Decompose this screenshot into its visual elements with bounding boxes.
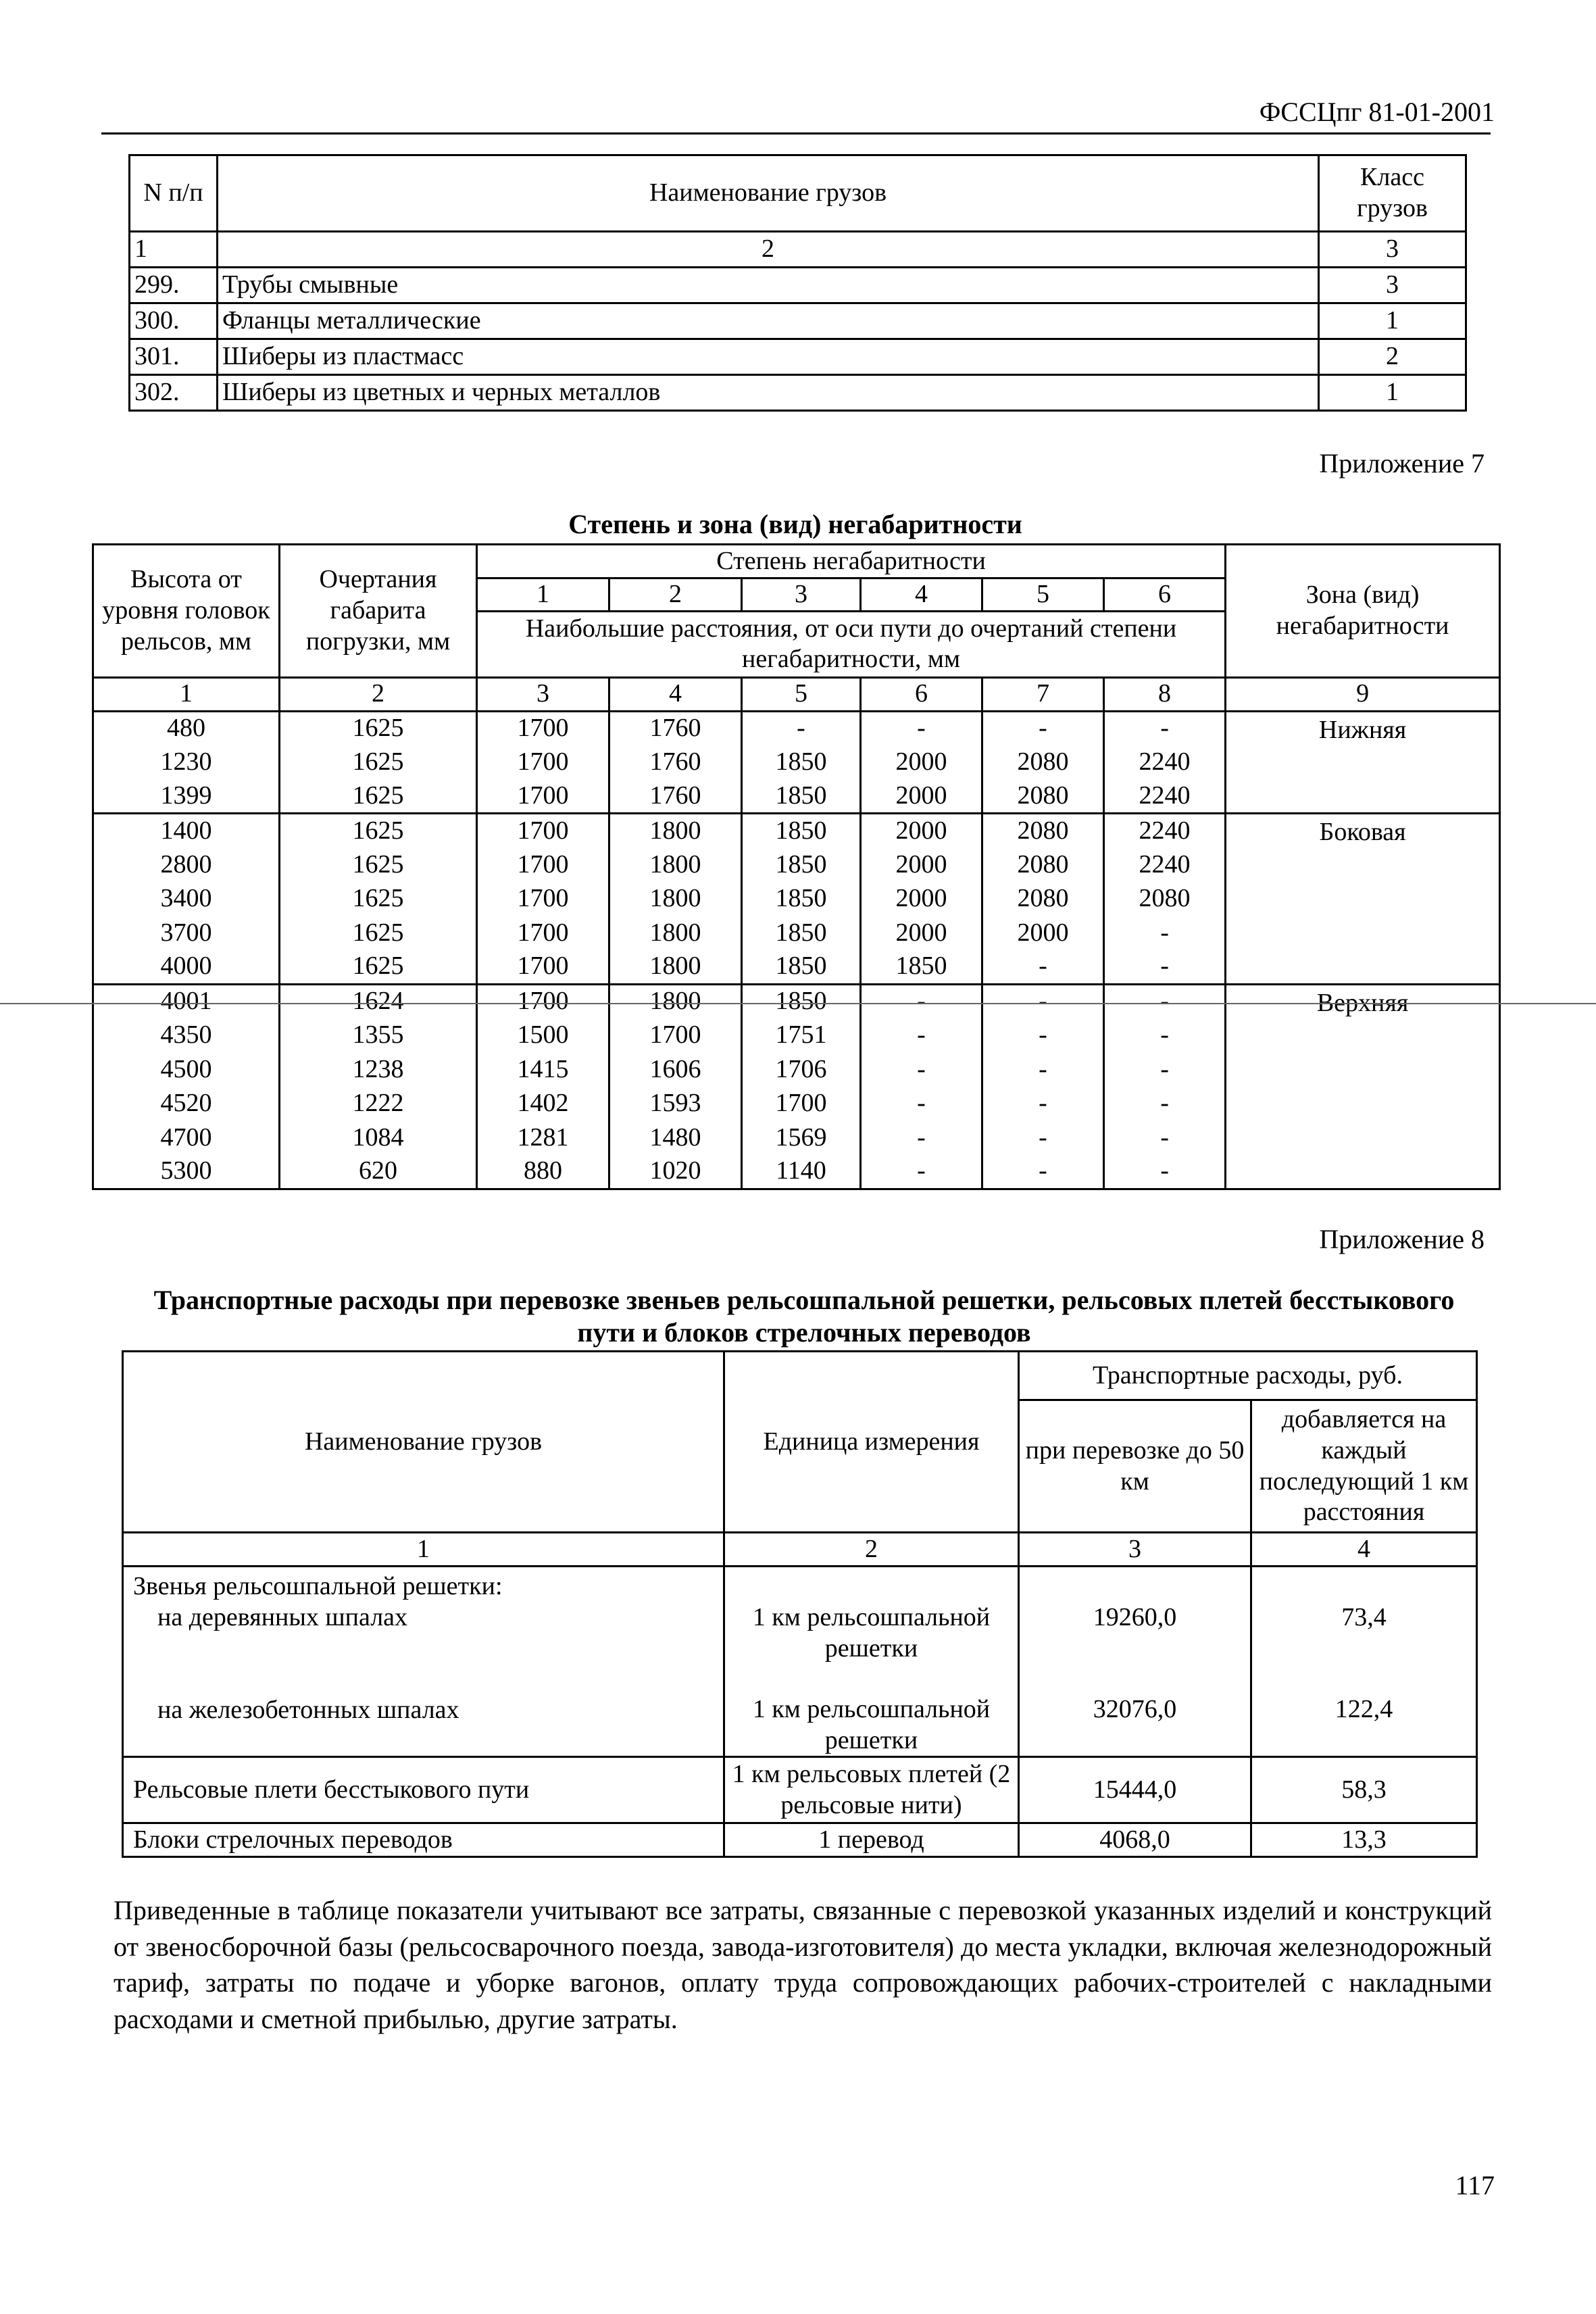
row-number: 302. [130,375,218,411]
cell-value: 2000 [861,882,982,916]
cell-value: 2080 [982,779,1104,814]
cell-value: 2000 [861,916,982,950]
row-number: 301. [130,339,218,375]
cell-value: - [861,711,982,745]
unit-value: 1 перевод [724,1823,1019,1857]
cost-value: 13,3 [1251,1823,1477,1857]
appendix-7-label: Приложение 7 [1319,448,1485,478]
cell-value: 1625 [280,847,477,882]
note-paragraph: Приведенные в таблице показатели учитывают все затраты, связанные с перевозкой указанных изделий и конструкций от звеносборочной базы (рельсосварочного поезда, завода-изготовителя) до места укладки, включая железнодорожный тариф, затраты по подаче и уборке вагонов, оплату труда сопровождающих рабочих-строителей с накладными расходами и сметной прибылью, другие затраты. [114,1895,1492,2034]
cell-value: 4700 [93,1121,280,1155]
table-row [123,1823,1477,1857]
cargo-name: Трубы смывные [218,268,1319,303]
cell-value: 1850 [742,916,861,950]
cell-value: 1624 [280,984,477,1018]
cell-value: 1606 [609,1052,742,1087]
cell-value: 3700 [93,916,280,950]
cell-value: 1500 [477,1018,609,1053]
cost-value: 4068,0 [1019,1823,1251,1857]
table-row [123,1567,1477,1757]
unit-cell [724,1567,1019,1757]
cell-value: 4001 [93,984,280,1018]
degree-6: 6 [1104,578,1226,612]
header-per-km: добавляется на каждый последующий 1 км расстояния [1251,1400,1477,1533]
cell-value: 1415 [477,1052,609,1087]
cargo-name: Блоки стрелочных переводов [123,1823,724,1857]
cost-up-to-50-cell [1019,1567,1251,1757]
cell-value: 1140 [742,1155,861,1189]
cell-value: 2080 [982,847,1104,882]
appendix-7-title: Степень и зона (вид) негабаритности [568,509,1022,539]
cell-value: 1222 [280,1087,477,1121]
appendix-8-title: Транспортные расходы при перевозке звеньев рельсошпальной решетки, рельсовых плетей бесстыкового пути и блоков стрелочных переводов [153,1285,1455,1348]
cargo-group-cell [123,1567,724,1757]
zone-cell: Верхняя [1226,984,1500,1189]
cell-value: 1850 [742,779,861,814]
cell-value: - [1104,711,1226,745]
group-title: Звенья рельсошпальной решетки: [133,1572,503,1600]
cell-value: 1569 [742,1121,861,1155]
col-number-2: 2 [724,1533,1019,1567]
cell-value: 2800 [93,847,280,882]
cell-value: 1800 [609,916,742,950]
cell-value: 1625 [280,882,477,916]
cell-value: 1625 [280,916,477,950]
cell-value: 1850 [861,950,982,985]
cell-value: 2000 [982,916,1104,950]
cell-value: 1850 [742,984,861,1018]
cell-value: 1238 [280,1052,477,1087]
cell-value: - [861,1087,982,1121]
cell-value: - [982,984,1104,1018]
col-number: 4 [609,677,742,711]
cell-value: - [742,711,861,745]
header-cargo-class: Класс грузов [1319,155,1466,232]
cell-value: 3400 [93,882,280,916]
col-number-2: 2 [218,232,1319,268]
cell-value: - [1104,1155,1226,1189]
cell-value: 2080 [1104,882,1226,916]
header-distances: Наибольшие расстояния, от оси пути до очертаний степени негабаритности, мм [477,611,1226,677]
cargo-name: на железобетонных шпалах [157,1696,459,1725]
table-row [93,984,1500,1018]
cell-value: 1625 [280,745,477,780]
cost-value: 122,4 [1335,1695,1393,1723]
cell-value: 1625 [280,950,477,985]
col-number: 8 [1104,677,1226,711]
cell-value: 1625 [280,711,477,745]
transport-costs-table [122,1350,1478,1858]
col-number-1: 1 [130,232,218,268]
cost-value: 73,4 [1341,1603,1387,1631]
cell-value: 1400 [93,814,280,848]
cell-value: 2000 [861,847,982,882]
unit-value: 1 км рельсовых плетей (2 рельсовые нити) [724,1757,1019,1823]
col-number: 3 [477,677,609,711]
cell-value: - [861,1121,982,1155]
cell-value: 1700 [609,1018,742,1053]
cell-value: - [982,711,1104,745]
degree-4: 4 [861,578,982,612]
cell-value: 1281 [477,1121,609,1155]
cargo-name: Рельсовые плети бесстыкового пути [123,1757,724,1823]
cell-value: 1700 [477,984,609,1018]
cell-value: 1800 [609,950,742,985]
header-up-to-50km: при перевозке до 50 км [1019,1400,1251,1533]
cell-value: 620 [280,1155,477,1189]
cell-value: 2080 [982,814,1104,848]
cell-value: 1850 [742,950,861,985]
cell-value: 4500 [93,1052,280,1087]
cell-value: 1700 [477,847,609,882]
cost-value: 58,3 [1251,1757,1477,1823]
cost-value: 19260,0 [1093,1603,1177,1631]
cell-value: - [982,950,1104,985]
cell-value: 1760 [609,711,742,745]
row-number: 299. [130,268,218,303]
cell-value: 2240 [1104,745,1226,780]
cargo-class: 1 [1319,303,1466,339]
degree-3: 3 [742,578,861,612]
cell-value: 1402 [477,1087,609,1121]
unit-value: 1 км рельсошпальной решетки [752,1603,991,1663]
cell-value: 1706 [742,1052,861,1087]
cell-value: 1700 [477,779,609,814]
col-number: 6 [861,677,982,711]
cell-value: 2240 [1104,779,1226,814]
cell-value: 2240 [1104,847,1226,882]
cell-value: - [982,1087,1104,1121]
cell-value: - [1104,1052,1226,1087]
table-row [93,711,1500,745]
header-unit: Единица измерения [724,1352,1019,1533]
header-zone: Зона (вид) негабаритности [1226,545,1500,678]
cell-value: - [1104,916,1226,950]
cell-value: 1800 [609,882,742,916]
cell-value: 1850 [742,814,861,848]
col-number-3: 3 [1319,232,1466,268]
header-outline: Очертания габарита погрузки, мм [280,545,477,678]
cell-value: 480 [93,711,280,745]
degree-1: 1 [477,578,609,612]
col-number: 5 [742,677,861,711]
cell-value: 1230 [93,745,280,780]
cell-value: 1800 [609,984,742,1018]
table-row [130,268,1466,303]
table-row [130,303,1466,339]
cell-value: 1593 [609,1087,742,1121]
scan-artifact-line [0,1003,1596,1004]
cargo-class-table [128,154,1467,412]
header-degree: Степень негабаритности [477,545,1226,578]
table-row [130,375,1466,411]
cell-value: 1850 [742,745,861,780]
cell-value: 2080 [982,882,1104,916]
cell-value: 1700 [477,916,609,950]
cell-value: - [861,1018,982,1053]
cargo-class: 3 [1319,268,1466,303]
cargo-name: Фланцы металлические [218,303,1319,339]
cell-value: 1625 [280,814,477,848]
cost-value: 15444,0 [1019,1757,1251,1823]
cell-value: 1760 [609,745,742,780]
header-cargo-name: Наименование грузов [123,1352,724,1533]
cargo-name: Шиберы из пластмасс [218,339,1319,375]
cell-value: - [1104,950,1226,985]
header-costs: Транспортные расходы, руб. [1019,1352,1477,1400]
cell-value: 1800 [609,814,742,848]
cell-value: - [982,1018,1104,1053]
cell-value: 1700 [477,882,609,916]
cell-value: 2000 [861,814,982,848]
cell-value: 1760 [609,779,742,814]
cell-value: 1700 [477,745,609,780]
cell-value: - [861,1052,982,1087]
appendix-8-label: Приложение 8 [1319,1224,1485,1254]
cell-value: 1751 [742,1018,861,1053]
cargo-class: 2 [1319,339,1466,375]
unit-value: 1 км рельсошпальной решетки [752,1695,991,1754]
header-number: N п/п [130,155,218,232]
cell-value: 4000 [93,950,280,985]
zone-cell: Нижняя [1226,711,1500,814]
cell-value: 2080 [982,745,1104,780]
col-number-3: 3 [1019,1533,1251,1567]
table-row [130,339,1466,375]
cell-value: 1084 [280,1121,477,1155]
page-number: 117 [1455,2170,1495,2200]
cell-value: - [1104,984,1226,1018]
cargo-name: на деревянных шпалах [157,1602,408,1631]
table-row [93,814,1500,848]
header-cargo-name: Наименование грузов [218,155,1319,232]
cell-value: 880 [477,1155,609,1189]
cell-value: - [1104,1087,1226,1121]
table-row [123,1757,1477,1823]
cell-value: 4520 [93,1087,280,1121]
cell-value: 1700 [477,711,609,745]
cell-value: 1480 [609,1121,742,1155]
cell-value: - [982,1052,1104,1087]
cell-value: 1020 [609,1155,742,1189]
cell-value: 1850 [742,847,861,882]
cell-value: - [1104,1121,1226,1155]
cell-value: 1399 [93,779,280,814]
cell-value: - [982,1121,1104,1155]
zone-cell: Боковая [1226,814,1500,985]
degree-5: 5 [982,578,1104,612]
cell-value: 1355 [280,1018,477,1053]
cell-value: 1700 [477,950,609,985]
cell-value: 1700 [477,814,609,848]
cell-value: 1625 [280,779,477,814]
header-rule [101,132,1491,134]
cost-per-km-cell [1251,1567,1477,1757]
cost-value: 32076,0 [1093,1695,1177,1723]
col-number: 7 [982,677,1104,711]
cell-value: 2240 [1104,814,1226,848]
cell-value: 2000 [861,779,982,814]
col-number: 1 [93,677,280,711]
document-code: ФССЦпг 81-01-2001 [1259,97,1495,127]
cargo-name: Шиберы из цветных и черных металлов [218,375,1319,411]
cell-value: 4350 [93,1018,280,1053]
cargo-class: 1 [1319,375,1466,411]
col-number-4: 4 [1251,1533,1477,1567]
oversize-table [92,543,1501,1190]
cell-value: - [982,1155,1104,1189]
cell-value: - [861,984,982,1018]
header-height: Высота от уровня головок рельсов, мм [93,545,280,678]
cell-value: 5300 [93,1155,280,1189]
cell-value: - [861,1155,982,1189]
cell-value: 1800 [609,847,742,882]
row-number: 300. [130,303,218,339]
col-number: 2 [280,677,477,711]
degree-2: 2 [609,578,742,612]
cell-value: 1850 [742,882,861,916]
col-number: 9 [1226,677,1500,711]
col-number-1: 1 [123,1533,724,1567]
cell-value: 2000 [861,745,982,780]
cell-value: - [1104,1018,1226,1053]
cell-value: 1700 [742,1087,861,1121]
